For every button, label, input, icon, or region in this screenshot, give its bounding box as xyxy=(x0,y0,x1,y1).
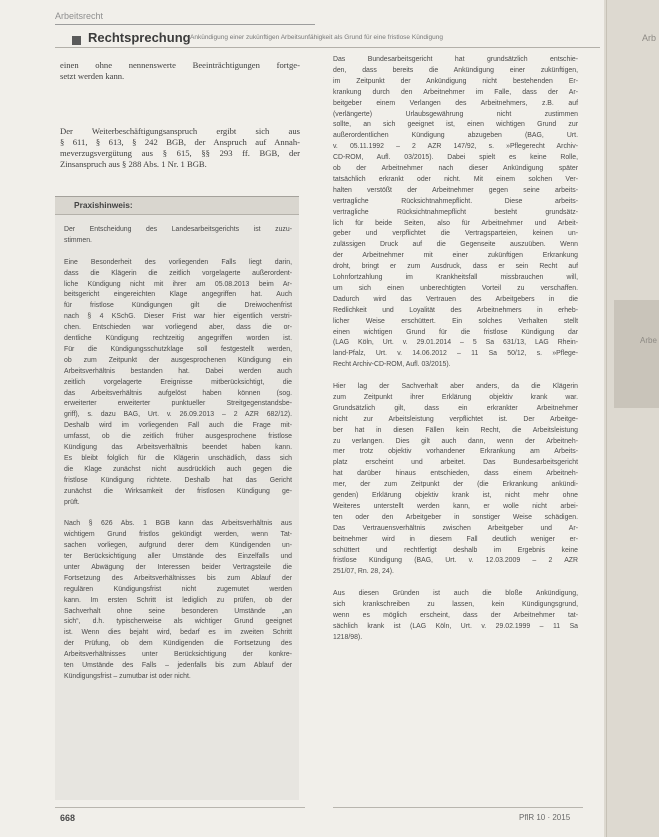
text-line: Der Entscheidung des Landesarbeitsgerichts ist zuzu- xyxy=(64,226,292,233)
text-line: sich krankschreiben zu lassen, kein Kündigungsgrund, xyxy=(333,601,578,608)
text-line: Nach § 626 Abs. 1 BGB kann das Arbeitsverhältnis aus xyxy=(64,520,292,528)
text-line: die Klage zunächst nicht ausdrücklich auch gegen die xyxy=(64,465,292,473)
text-line: mer trotz objektiv vorhandener Erkrankung am Arbeits- xyxy=(333,448,578,456)
text-line: einen wichtigen Grund für die fristlose Kündigung dar xyxy=(333,328,578,336)
text-line: ob zum Zeitpunkt der ausgesprochenen Kündigung ein xyxy=(64,356,292,364)
text-line: ten oder den Arbeitgeber in sonstiger Weise schädigen. xyxy=(333,513,578,521)
text-line: kann. Im ersten Schritt ist lediglich zu prüfen, ob der xyxy=(64,596,292,604)
text-line: Hier lag der Sachverhalt aber anders, da die Klägerin xyxy=(333,383,578,390)
text-line: 1218/98). xyxy=(333,633,363,641)
text-line: außerordentlichen Kündigung abzugeben (BAG, Urt. xyxy=(333,132,578,140)
text-line: sollte, an sich geeignet ist, einen wichtigen Grund zur xyxy=(333,121,578,129)
text-line: Fortsetzung des Arbeitsverhältnisses bis zum Ablauf der xyxy=(64,574,292,582)
text-line: ter Berücksichtigung aller Umstände des Einzelfalls und xyxy=(64,553,292,560)
text-line: Es bleibt folglich für die Klägerin unschädlich, dass sich xyxy=(64,454,292,462)
footer-divider-left xyxy=(55,807,305,808)
text-line: Sachverhalt ohne seine besonderen Umstände „an xyxy=(64,607,292,615)
text-line: sachen vorliegen, aufgrund derer dem Kündigenden un- xyxy=(64,542,292,550)
text-line: das Arbeitsverhältnis aufgelöst haben können (sog. xyxy=(64,389,292,397)
text-line: Weiteres unterstellt werden kann, er wolle nicht arbei- xyxy=(333,502,578,510)
adjacent-page-tab-label: Arbe xyxy=(640,336,657,345)
text-line: Deshalb wird im vorliegenden Fall auch die Frage mit- xyxy=(64,422,292,430)
text-line: 251/07, Rn. 28, 24). xyxy=(333,568,394,576)
text-line: regulären Kündigungsfrist nicht zugemutet werden xyxy=(64,585,292,593)
text-line: chen. Entschieden war vorliegend aber, dass die or- xyxy=(64,324,292,332)
text-line: Das Vertrauensverhältnis zwischen Arbeitgeber und Ar- xyxy=(333,524,578,532)
text-line: schüttert und rechtfertigt deshalb im Ergebnis keine xyxy=(333,546,578,554)
text-line: Zinsanspruch aus § 288 Abs. 1 Nr. 1 BGB. xyxy=(60,159,207,169)
text-line: vertragliche Rücksichtnahmepflicht. Diese arbeits- xyxy=(333,197,578,205)
text-line: beitgeber einem Verlangen des Arbeitnehmers, z.B. auf xyxy=(333,99,578,107)
text-line: halten verstößt der Arbeitnehmer gegen seine arbeits- xyxy=(333,186,578,194)
text-line: ten Umstände des Falls – jedenfalls bis zum Ablauf der xyxy=(64,662,292,669)
header-divider xyxy=(55,47,600,48)
text-line: wichtigem Grund fristlos gekündigt werden, wenn Tat- xyxy=(64,531,292,539)
text-line: für fristlose Kündigungen gilt die Dreiwochenfrist xyxy=(64,302,292,310)
text-line: Der Weiterbeschäftigungsanspruch ergibt sich aus xyxy=(60,126,300,136)
text-line: zum Zeitpunkt ihrer Erklärung objektiv krank war. xyxy=(333,393,578,401)
text-line: Lohnfortzahlung im Krankheitsfall missbrauchen will, xyxy=(333,274,578,281)
header-square-icon xyxy=(72,36,81,45)
text-line: platz erscheint und arbeitet. Das Bundesarbeitsgericht xyxy=(333,459,578,467)
text-line: ob der Arbeitnehmer nach dieser Ankündigung später xyxy=(333,165,578,172)
text-line: zulässigen Druck auf die Gegenseite auszuüben. Wenn xyxy=(333,241,578,249)
text-line: lich für beide Seiten, also für Arbeitnehmer und Arbeit- xyxy=(333,219,578,227)
text-line: fristlose Kündigung richtete. Deshalb hat das Gericht xyxy=(64,476,292,484)
text-line: zu verlangen. Dies gilt auch dann, wenn der Arbeitneh- xyxy=(333,437,578,445)
text-line: Eine Besonderheit des vorliegenden Falls liegt darin, xyxy=(64,258,292,266)
text-line: setzt werden kann. xyxy=(60,71,125,81)
text-line: der Prüfung, ob dem Kündigenden die Fortsetzung des xyxy=(64,640,292,648)
text-line: Kündigungsfrist – zumutbar ist oder nicht. xyxy=(64,672,191,680)
text-line: Für die Kündigungsschutzklage soll festgestellt werden, xyxy=(64,345,292,353)
adjacent-page-edge xyxy=(604,0,659,837)
section-label: Arbeitsrecht xyxy=(55,11,104,21)
text-line: v. 05.11.1992 – 2 AZR 147/92, s. »Pflegerecht Archiv- xyxy=(333,143,578,151)
page-subtitle: Ankündigung einer zukünftigen Arbeitsunfähigkeit als Grund für eine fristlose Kündigung xyxy=(190,34,443,41)
text-line: land-Pfalz, Urt. v. 14.06.2012 – 11 Sa 50/12, s. »Pflege- xyxy=(333,350,578,358)
text-line: tatsächlich erkrankt oder nicht. Mit einem solchen Ver- xyxy=(333,175,578,183)
text-line: im Zeitpunkt der Ankündigung nicht bestehenden Er- xyxy=(333,77,578,85)
page-title: Rechtsprechung xyxy=(88,30,191,45)
text-line: beitsgericht eingereichten Klage angegriffen hat. Auch xyxy=(64,291,292,299)
text-line: zunächst die Wirksamkeit der fristlosen Kündigung ge- xyxy=(64,487,292,495)
text-line: sich“, d.h. typischerweise als wichtiger Grund geeignet xyxy=(64,618,292,626)
text-line: griff), s. dazu BAG, Urt. v. 26.09.2013 – 2 AZR 682/12). xyxy=(64,411,292,419)
text-line: Recht Archiv-CD-ROM, Aufl. 03/2015). xyxy=(333,361,451,369)
text-line: genden) Erklärung objektiv krank ist, nicht mehr ohne xyxy=(333,492,578,499)
text-line: beitnehmer wird in diesem Fall deutlich weniger er- xyxy=(333,535,578,543)
practice-note-title-rule xyxy=(55,214,299,215)
text-line: umfasst, ob die zeitlich früher ausgesprochene fristlose xyxy=(64,433,292,441)
text-line: prüft. xyxy=(64,498,80,506)
text-line: Arbeitsverhältnisses unter Berücksichtigung der konkre- xyxy=(64,651,292,659)
practice-note-title: Praxishinweis: xyxy=(74,200,133,210)
text-line: ist. Wenn dies bejaht wird, bedarf es im zweiten Schritt xyxy=(64,629,292,637)
page-gutter xyxy=(606,0,607,837)
text-line: Kündigung das Arbeitsverhältnis beendet haben kann. xyxy=(64,444,292,451)
practice-note-top-rule xyxy=(55,196,299,197)
text-line: einen ohne nennenswerte Beeinträchtigungen fortge- xyxy=(60,60,300,70)
text-line: droht, bringt er zum Ausdruck, dass er sein Recht auf xyxy=(333,263,578,271)
text-line: Das Bundesarbeitsgericht hat grundsätzlich entschie- xyxy=(333,56,578,63)
text-line: (LAG Köln, Urt. v. 29.01.2014 – 5 Sa 631/13, LAG Rhein- xyxy=(333,339,578,347)
text-line: um sich einen unberechtigten Vorteil zu verschaffen. xyxy=(333,284,578,292)
text-line: geber und verpflichtet die Vertragsparteien, keinen un- xyxy=(333,230,578,238)
text-line: erweiterter erweiterter punktueller Streitgegenstandsbe- xyxy=(64,400,292,408)
text-line: Aus diesen Gründen ist auch die bloße Ankündigung, xyxy=(333,590,578,598)
text-line: den, dass bereits die Ankündigung einer zukünftigen, xyxy=(333,66,578,74)
text-line: CD-ROM, Aufl. 03/2015). Dabei spielt es keine Rolle, xyxy=(333,154,578,162)
text-line: wenn es möglich erscheint, dass der Arbeitnehmer tat- xyxy=(333,611,578,619)
text-line: Arbeitsverhältnis bestanden hat. Dabei werden auch xyxy=(64,367,292,375)
text-line: dass die Klägerin die zeitlich vorgelagerte außerordent- xyxy=(64,269,292,277)
text-line: (verlängerte) Urlaubsgewährung nicht zustimmen xyxy=(333,110,578,118)
text-line: nach § 4 KSchG. Dieser Frist war hier eigentlich verstri- xyxy=(64,313,292,321)
text-line: unter Abwägung der Interessen beider Vertragsteile die xyxy=(64,563,292,571)
text-line: Redlichkeit und Loyalität des Arbeitnehmers in erheb- xyxy=(333,306,578,314)
text-line: zeitlich vorgelagerte Ereignisse mitberücksichtigt, die xyxy=(64,378,292,386)
text-line: Grundsätzlich gilt, dass ein erkrankter Arbeitnehmer xyxy=(333,404,578,412)
text-line: sächlich krank ist (LAG Köln, Urt. v. 29.02.1999 – 11 Sa xyxy=(333,622,578,630)
text-line: Dadurch wird das Vertrauen des Arbeitgebers in die xyxy=(333,295,578,303)
text-line: § 611, § 613, § 242 BGB, der Anspruch auf Annah- xyxy=(60,137,300,147)
text-line: stimmen. xyxy=(64,236,92,244)
text-line: ber hat in diesen Fällen kein Recht, die Arbeitsleistung xyxy=(333,426,578,434)
adjacent-page-header: Arb xyxy=(642,33,657,43)
text-line: meverzugsvergütung aus § 615, §§ 293 ff. BGB, der xyxy=(60,148,300,158)
text-line: hat darüber hinaus entschieden, dass einem Arbeitneh- xyxy=(333,470,578,478)
adjacent-page-tab xyxy=(614,300,659,408)
journal-issue: PflR 10 · 2015 xyxy=(519,813,571,822)
text-line: nicht zur Arbeitsleistung verpflichtet ist. Der Arbeitge- xyxy=(333,415,578,423)
text-line: der Arbeitnehmer mit einer zukünftigen Erkrankung xyxy=(333,252,578,260)
text-line: krankung durch den Arbeitnehmer im Falle, dass der Ar- xyxy=(333,88,578,96)
text-line: fristlose Kündigung (BAG, Urt. v. 12.03.2009 – 2 AZR xyxy=(333,557,578,565)
text-line: liche Kündigung nicht mit ihrer am 05.08.2013 beim Ar- xyxy=(64,280,292,288)
text-line: mer, der zum Zeitpunkt der (die Erkrankung ankündi- xyxy=(333,481,578,489)
page-number: 668 xyxy=(60,813,76,823)
text-line: licher Weise erschüttert. Ein solches Verhalten stellt xyxy=(333,317,578,325)
text-line: dentliche Kündigung rechtzeitig angegriffen worden ist. xyxy=(64,335,292,342)
header-bar xyxy=(55,24,315,25)
text-line: vertragliche Rücksichtnahmepflicht besteht grundsätz- xyxy=(333,208,578,216)
footer-divider-right xyxy=(333,807,583,808)
